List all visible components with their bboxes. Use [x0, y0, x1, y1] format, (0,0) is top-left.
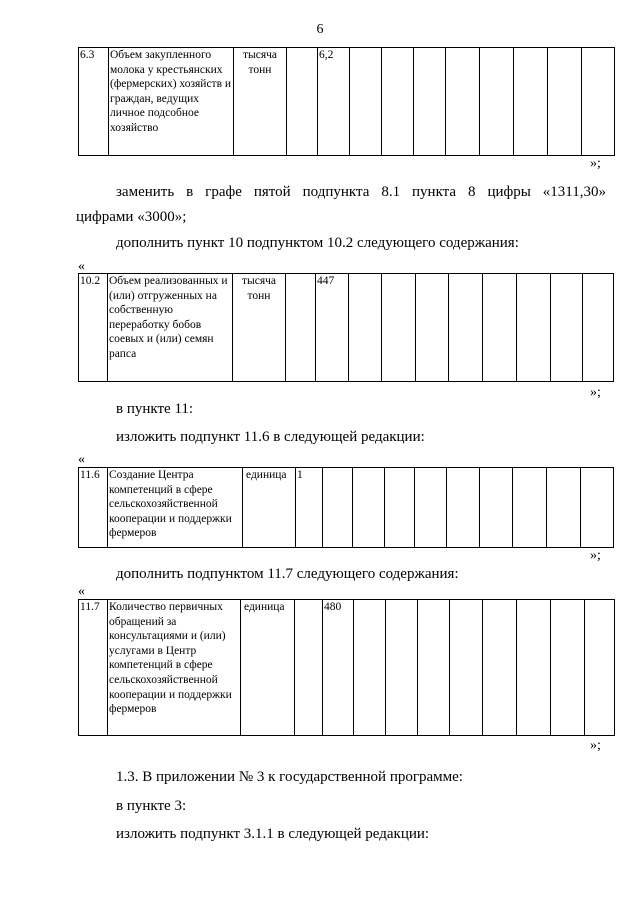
row-number: 11.7 — [79, 600, 108, 736]
empty-cell — [483, 600, 517, 736]
opening-quote: « — [78, 259, 85, 274]
empty-cell — [548, 48, 582, 156]
empty-cell — [382, 48, 414, 156]
empty-cell — [547, 468, 581, 548]
indicator-name: Создание Центра компетенций в сфере сельскохозяйственной кооперации и поддержки фермеров — [108, 468, 243, 548]
empty-cell — [385, 468, 415, 548]
unit: тысяча тонн — [234, 48, 287, 156]
empty-cell — [353, 468, 385, 548]
empty-cell — [418, 600, 450, 736]
closing-quote: »; — [590, 156, 601, 171]
empty-cell — [287, 48, 318, 156]
unit: единица — [243, 468, 296, 548]
empty-cell — [447, 468, 480, 548]
empty-cell — [416, 274, 449, 382]
indicator-name: Количество первичных обращений за консультациями и (или) услугами в Центр компетенций в сфере сельскохозяйственной кооперации и поддержки фермеров — [108, 600, 241, 736]
empty-cell — [415, 468, 447, 548]
empty-cell — [450, 600, 483, 736]
empty-cell — [414, 48, 446, 156]
closing-quote: »; — [590, 548, 601, 563]
row-number: 11.6 — [79, 468, 108, 548]
empty-cell — [286, 274, 316, 382]
empty-cell — [446, 48, 480, 156]
empty-cell — [585, 600, 615, 736]
empty-cell — [382, 274, 416, 382]
row-number: 10.2 — [79, 274, 108, 382]
paragraph: в пункте 3: — [116, 798, 187, 814]
paragraph-line: заменить в графе пятой подпункта 8.1 пункта 8 цифры «1311,30» — [116, 184, 606, 200]
empty-cell — [354, 600, 386, 736]
empty-cell — [513, 468, 547, 548]
indicator-table-11-7 — [78, 599, 615, 736]
value-cell: 6,2 — [318, 48, 350, 156]
empty-cell — [483, 274, 517, 382]
unit: тысяча тонн — [233, 274, 286, 382]
paragraph: в пункте 11: — [116, 401, 194, 417]
empty-cell — [551, 600, 585, 736]
opening-quote: « — [78, 452, 85, 467]
empty-cell — [449, 274, 483, 382]
page-number: 6 — [316, 22, 324, 37]
indicator-name: Объем реализованных и (или) отгруженных на собственную переработку бобов соевых и (или) семян рапса — [108, 274, 233, 382]
value-cell: 1 — [296, 468, 323, 548]
value-cell: 480 — [323, 600, 354, 736]
paragraph-line: цифрами «3000»; — [76, 209, 187, 225]
indicator-table-11-6 — [78, 467, 614, 548]
row-number: 6.3 — [79, 48, 109, 156]
unit: единица — [241, 600, 295, 736]
paragraph: дополнить пункт 10 подпунктом 10.2 следующего содержания: — [116, 235, 519, 251]
indicator-name: Объем закупленного молока у крестьянских (фермерских) хозяйств и граждан, ведущих личное подсобное хозяйство — [109, 48, 234, 156]
empty-cell — [517, 600, 551, 736]
empty-cell — [350, 48, 382, 156]
empty-cell — [349, 274, 382, 382]
paragraph: изложить подпункт 11.6 в следующей редакции: — [116, 429, 425, 445]
indicator-table-10-2 — [78, 273, 614, 382]
empty-cell — [582, 48, 615, 156]
paragraph: изложить подпункт 3.1.1 в следующей редакции: — [116, 826, 430, 842]
value-cell: 447 — [316, 274, 349, 382]
empty-cell — [386, 600, 418, 736]
empty-cell — [480, 48, 514, 156]
empty-cell — [295, 600, 323, 736]
empty-cell — [517, 274, 551, 382]
empty-cell — [551, 274, 583, 382]
empty-cell — [480, 468, 513, 548]
closing-quote: »; — [590, 385, 601, 400]
paragraph: дополнить подпунктом 11.7 следующего содержания: — [116, 566, 459, 582]
empty-cell — [514, 48, 548, 156]
empty-cell — [581, 468, 614, 548]
opening-quote: « — [78, 584, 85, 599]
empty-cell — [323, 468, 353, 548]
paragraph: 1.3. В приложении № 3 к государственной программе: — [116, 769, 463, 785]
indicator-table-6-3 — [78, 47, 615, 156]
closing-quote: »; — [590, 738, 601, 753]
empty-cell — [583, 274, 614, 382]
